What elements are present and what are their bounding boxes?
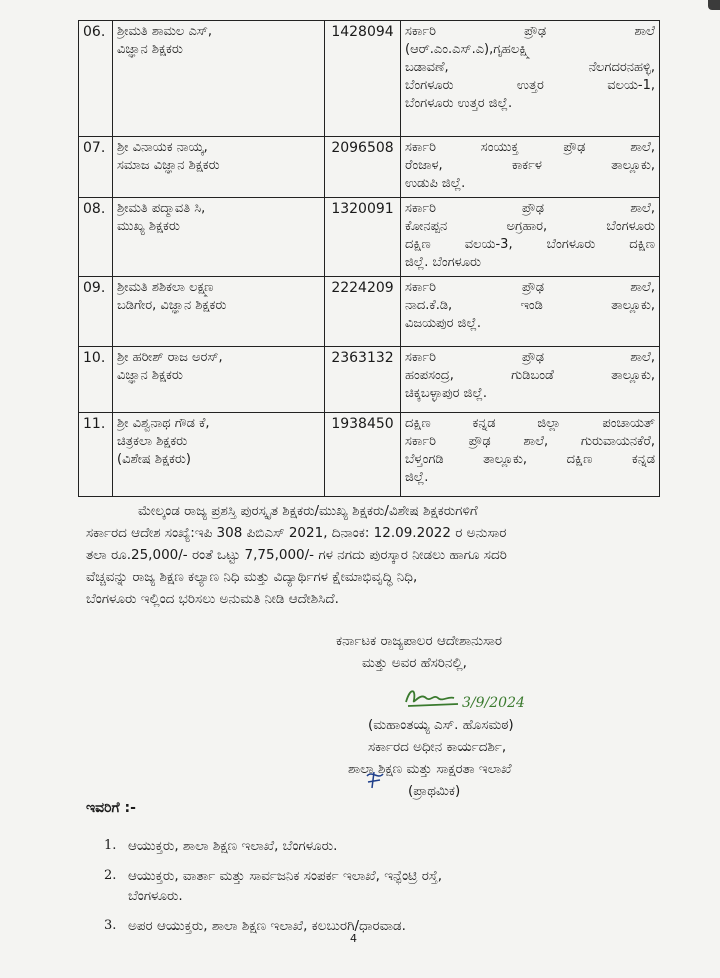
order-line: ಸರ್ಕಾರದ ಆದೇಶ ಸಂಖ್ಯೆ:ಇಪಿ 308 ಪಿಬಿಎಸ್ 2021, ದಿನಾಂಕ: 12.09.2022 ರ ಅನುಸಾರ bbox=[86, 525, 507, 541]
serial-number: 06. bbox=[79, 21, 113, 137]
teacher-name-cell bbox=[113, 21, 325, 137]
list-item-line: ಬೆಂಗಳೂರು. bbox=[128, 888, 183, 904]
teacher-name-line: ವಿಜ್ಞಾನ ಶಿಕ್ಷಕರು bbox=[117, 368, 183, 383]
teacher-id: 1938450 bbox=[325, 413, 401, 497]
teacher-name-line: ಮುಖ್ಯ ಶಿಕ್ಷಕರು bbox=[117, 219, 180, 234]
signature-name-line: ಮತ್ತು ಅವರ ಹೆಸರಿನಲ್ಲಿ, bbox=[362, 655, 467, 671]
teacher-id: 2224209 bbox=[325, 277, 401, 347]
page-number: 4 bbox=[350, 932, 357, 945]
school-address-line: ಸರ್ಕಾರಿ ಪ್ರೌಢ ಶಾಲೆ, ಗುರುವಾಯನಕೆರೆ, bbox=[405, 434, 655, 449]
teacher-name-line: ಬಡಿಗೇರ, ವಿಜ್ಞಾನ ಶಿಕ್ಷಕರು bbox=[117, 298, 227, 313]
list-item-line: ಆಯುಕ್ತರು, ವಾರ್ತಾ ಮತ್ತು ಸಾರ್ವಜನಿಕ ಸಂಪರ್ಕ ಇಲಾಖೆ, ಇನ್ಫೆಂಟ್ರಿ ರಸ್ತೆ, bbox=[128, 868, 443, 884]
handwritten-signature bbox=[402, 684, 462, 710]
recipients-list bbox=[104, 836, 624, 946]
school-address-line: (ಆರ್.ಎಂ.ಎಸ್.ಎ),ಗೃಹಲಕ್ಷ್ಮಿ bbox=[405, 42, 531, 57]
teacher-name-line: (ವಿಶೇಷ ಶಿಕ್ಷಕರು) bbox=[117, 452, 191, 467]
teacher-name-line: ಶ್ರೀ ಹರೀಶ್ ರಾಜ ಅರಸ್, bbox=[117, 350, 223, 365]
order-line: ಮೇಲ್ಕಂಡ ರಾಜ್ಯ ಪ್ರಶಸ್ತಿ ಪುರಸ್ಕೃತ ಶಿಕ್ಷಕರು/ಮುಖ್ಯ ಶಿಕ್ಷಕರು/ವಿಶೇಷ ಶಿಕ್ಷಕರುಗಳಿಗೆ bbox=[138, 503, 478, 519]
school-address-line: ಸರ್ಕಾರಿ ಪ್ರೌಢ ಶಾಲೆ, bbox=[405, 280, 655, 295]
teacher-name-line: ಶ್ರೀ ವಿಶ್ವನಾಥ ಗೌಡ ಕೆ, bbox=[117, 416, 210, 431]
signature-date: 3/9/2024 bbox=[462, 695, 525, 711]
school-address-line: ರೆಂಜಾಳ, ಕಾರ್ಕಳ ತಾಲ್ಲೂಕು, bbox=[405, 158, 655, 173]
school-address-cell bbox=[401, 198, 660, 277]
school-address-line: ಉಡುಪಿ ಜಿಲ್ಲೆ. bbox=[405, 176, 466, 191]
teacher-name-cell bbox=[113, 137, 325, 198]
signatory-name: (ಮಹಾಂತಯ್ಯ ಎಸ್. ಹೊಸಮಠ) bbox=[368, 717, 514, 733]
scan-corner-mark bbox=[708, 0, 720, 10]
list-item-text bbox=[128, 866, 442, 906]
teacher-id: 2096508 bbox=[325, 137, 401, 198]
school-address-line: ಕೋನಪ್ಪನ ಅಗ್ರಹಾರ, ಬೆಂಗಳೂರು bbox=[405, 219, 655, 234]
teacher-name-line: ಶ್ರೀ ವಿನಾಯಕ ನಾಯ್ಕ, bbox=[117, 140, 208, 155]
table-row bbox=[79, 198, 660, 277]
school-address-line: ಬೆಳ್ತಂಗಡಿ ತಾಲ್ಲೂಕು, ದಕ್ಷಿಣ ಕನ್ನಡ bbox=[405, 452, 655, 467]
table-row bbox=[79, 347, 660, 413]
order-paragraph bbox=[86, 500, 660, 610]
recipients-heading: ಇವರಿಗೆ :- bbox=[86, 800, 136, 816]
signatory-section: (ಪ್ರಾಥಮಿಕ) bbox=[408, 783, 461, 799]
school-address-line: ದಕ್ಷಿಣ ಕನ್ನಡ ಜಿಲ್ಲಾ ಪಂಚಾಯತ್ bbox=[405, 416, 655, 431]
serial-number: 08. bbox=[79, 198, 113, 277]
school-address-line: ಚಿಕ್ಕಬಳ್ಳಾಪುರ ಜಿಲ್ಲೆ. bbox=[405, 386, 488, 401]
school-address-line: ಸರ್ಕಾರಿ ಪ್ರೌಢ ಶಾಲೆ, bbox=[405, 201, 655, 216]
teacher-name-cell bbox=[113, 198, 325, 277]
teacher-name-line: ಸಮಾಜ ವಿಜ್ಞಾನ ಶಿಕ್ಷಕರು bbox=[117, 158, 220, 173]
serial-number: 09. bbox=[79, 277, 113, 347]
signature-block bbox=[336, 630, 636, 799]
school-address-line: ಜಿಲ್ಲೆ. bbox=[405, 470, 429, 485]
teacher-id: 1428094 bbox=[325, 21, 401, 137]
serial-number: 07. bbox=[79, 137, 113, 198]
school-address-line: ಸರ್ಕಾರಿ ಪ್ರೌಢ ಶಾಲೆ, bbox=[405, 350, 655, 365]
teacher-name-line: ಶ್ರೀಮತಿ ಶಶಿಕಲಾ ಲಕ್ಷ್ಮಣ bbox=[117, 280, 214, 295]
school-address-line: ಸರ್ಕಾರಿ ಪ್ರೌಢ ಶಾಲೆ bbox=[405, 24, 655, 39]
table-row bbox=[79, 21, 660, 137]
signature-authority-line: ಕರ್ನಾಟಕ ರಾಜ್ಯಪಾಲರ ಆದೇಶಾನುಸಾರ bbox=[336, 633, 503, 649]
list-item bbox=[104, 836, 624, 856]
order-line: ವೆಚ್ಚವನ್ನು ರಾಜ್ಯ ಶಿಕ್ಷಣ ಕಲ್ಯಾಣ ನಿಧಿ ಮತ್ತು ವಿದ್ಯಾರ್ಥಿಗಳ ಕ್ಷೇಮಾಭಿವೃದ್ಧಿ ನಿಧಿ, bbox=[86, 569, 418, 585]
school-address-cell bbox=[401, 277, 660, 347]
school-address-line: ಬೆಂಗಳೂರು ಉತ್ತರ ಜಿಲ್ಲೆ. bbox=[405, 96, 513, 111]
teacher-name-line: ಶ್ರೀಮತಿ ಶಾಮಲ ಎಸ್, bbox=[117, 24, 213, 39]
school-address-cell bbox=[401, 347, 660, 413]
table-row bbox=[79, 137, 660, 198]
school-address-line: ಜಿಲ್ಲೆ. ಬೆಂಗಳೂರು bbox=[405, 255, 482, 270]
school-address-cell bbox=[401, 137, 660, 198]
order-line: ತಲಾ ರೂ.25,000/- ರಂತೆ ಒಟ್ಟು 7,75,000/- ಗಳ ನಗದು ಪುರಸ್ಕಾರ ನೀಡಲು ಹಾಗೂ ಸದರಿ bbox=[86, 547, 507, 563]
table-row bbox=[79, 277, 660, 347]
list-item-text bbox=[128, 836, 337, 856]
school-address-line: ಸರ್ಕಾರಿ ಸಂಯುಕ್ತ ಪ್ರೌಢ ಶಾಲೆ, bbox=[405, 140, 655, 155]
teacher-id: 2363132 bbox=[325, 347, 401, 413]
school-address-line: ಬಡಾವಣೆ, ನೆಲಗದರನಹಳ್ಳಿ, bbox=[405, 60, 655, 75]
school-address-line: ಬೆಂಗಳೂರು ಉತ್ತರ ವಲಯ-1, bbox=[405, 78, 655, 93]
serial-number: 10. bbox=[79, 347, 113, 413]
school-address-line: ಹಂಪಸಂದ್ರ, ಗುಡಿಬಂಡೆ ತಾಲ್ಲೂಕು, bbox=[405, 368, 655, 383]
list-item-line: ಆಯುಕ್ತರು, ಶಾಲಾ ಶಿಕ್ಷಣ ಇಲಾಖೆ, ಬೆಂಗಳೂರು. bbox=[128, 838, 338, 854]
school-address-cell bbox=[401, 413, 660, 497]
teacher-name-line: ವಿಜ್ಞಾನ ಶಿಕ್ಷಕರು bbox=[117, 42, 183, 57]
school-address-line: ದಕ್ಷಿಣ ವಲಯ-3, ಬೆಂಗಳೂರು ದಕ್ಷಿಣ bbox=[405, 237, 655, 252]
teacher-name-cell bbox=[113, 347, 325, 413]
list-item-number: 2. bbox=[104, 868, 117, 883]
teacher-name-cell bbox=[113, 413, 325, 497]
list-item-number: 3. bbox=[104, 918, 117, 933]
list-item-line: ಅಪರ ಆಯುಕ್ತರು, ಶಾಲಾ ಶಿಕ್ಷಣ ಇಲಾಖೆ, ಕಲಬುರಗಿ/ಧಾರವಾಡ. bbox=[128, 918, 406, 934]
awardee-table bbox=[78, 20, 660, 497]
order-line: ಬೆಂಗಳೂರು ಇಲ್ಲಿಂದ ಭರಿಸಲು ಅನುಮತಿ ನೀಡಿ ಆದೇಶಿಸಿದೆ. bbox=[86, 591, 339, 607]
school-address-line: ನಾದ.ಕೆ.ಡಿ, ಇಂಡಿ ತಾಲ್ಲೂಕು, bbox=[405, 298, 655, 313]
school-address-cell bbox=[401, 21, 660, 137]
school-address-line: ವಿಜಯಪುರ ಜಿಲ್ಲೆ. bbox=[405, 316, 481, 331]
teacher-name-cell bbox=[113, 277, 325, 347]
list-item-text bbox=[128, 916, 406, 936]
initial-mark bbox=[364, 768, 386, 790]
signatory-designation: ಸರ್ಕಾರದ ಅಧೀನ ಕಾರ್ಯದರ್ಶಿ, bbox=[368, 739, 507, 755]
list-item bbox=[104, 866, 624, 906]
teacher-name-line: ಶ್ರೀಮತಿ ಪದ್ಮಾವತಿ ಸಿ, bbox=[117, 201, 206, 216]
serial-number: 11. bbox=[79, 413, 113, 497]
signatory-department: ಶಾಲಾ ಶಿಕ್ಷಣ ಮತ್ತು ಸಾಕ್ಷರತಾ ಇಲಾಖೆ bbox=[348, 761, 512, 777]
list-item bbox=[104, 916, 624, 936]
teacher-name-line: ಚಿತ್ರಕಲಾ ಶಿಕ್ಷಕರು bbox=[117, 434, 188, 449]
table-row bbox=[79, 413, 660, 497]
list-item-number: 1. bbox=[104, 838, 117, 853]
teacher-id: 1320091 bbox=[325, 198, 401, 277]
